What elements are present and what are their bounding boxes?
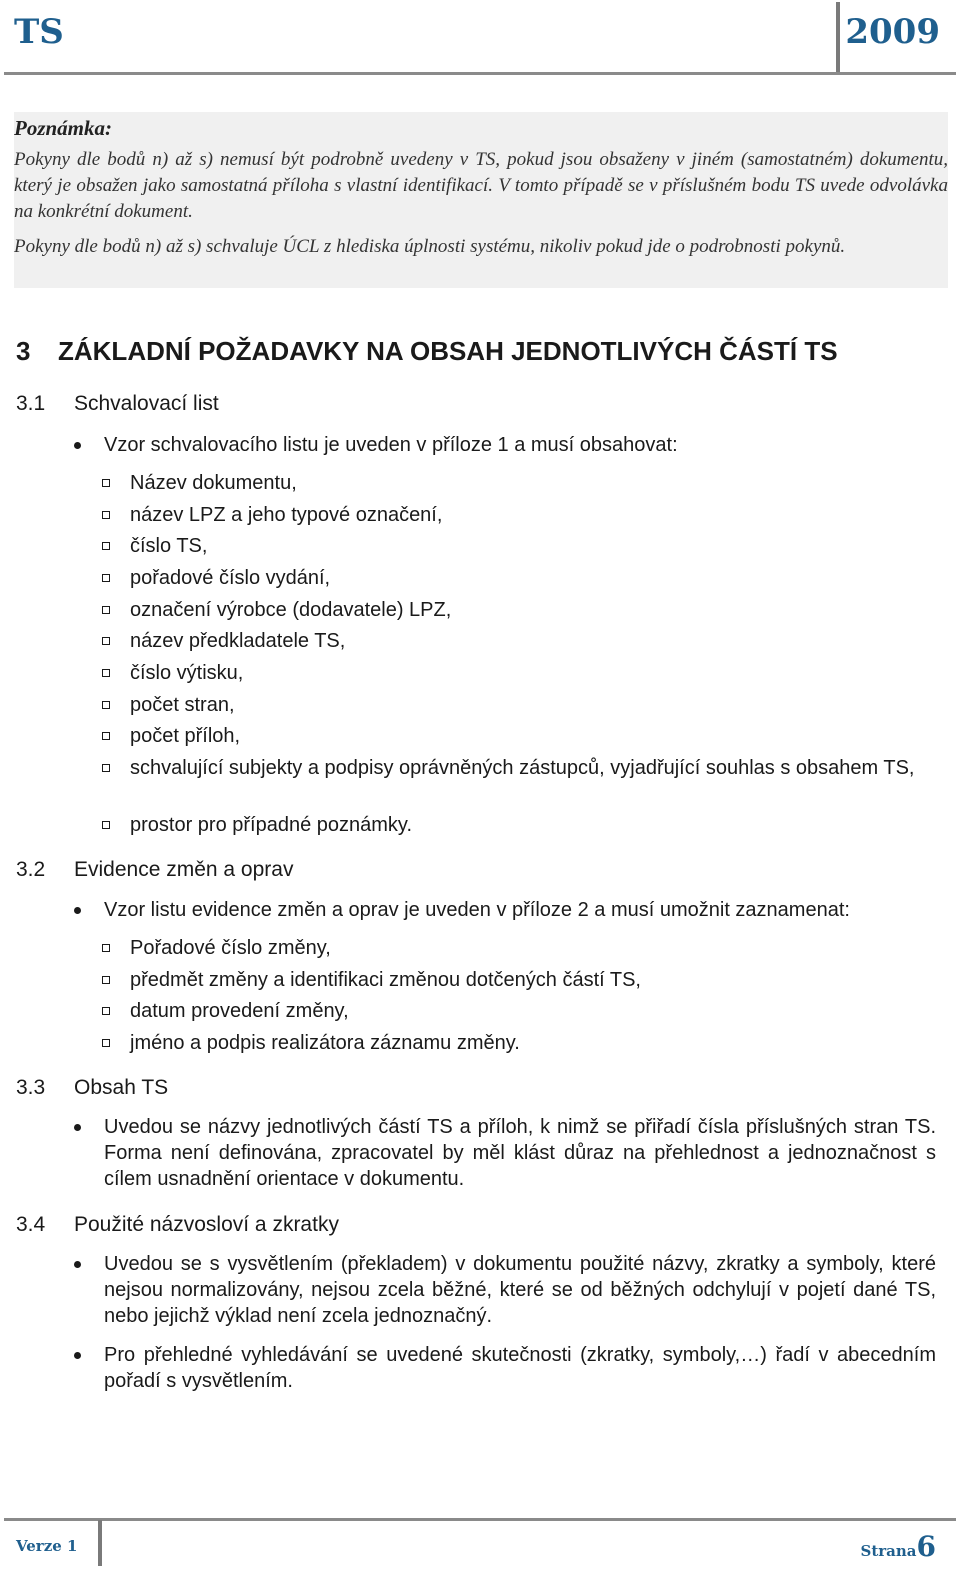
subsection-heading-3-3	[16, 1076, 168, 1100]
subsection-number: 3.2	[16, 858, 46, 881]
subsection-heading-3-4	[16, 1213, 339, 1237]
square-bullet-icon	[102, 511, 110, 519]
list-item-text: Název dokumentu,	[130, 472, 297, 494]
note-paragraph-2: Pokyny dle bodů n) až s) schvaluje ÚCL z hlediska úplnosti systému, nikoliv pokud jde o podrobnosti pokynů.	[14, 236, 846, 257]
footer-rule	[4, 1518, 956, 1521]
subsection-heading-3-2	[16, 858, 293, 882]
square-bullet-icon	[102, 637, 110, 645]
subsection-title: Evidence změn a oprav	[74, 858, 294, 881]
list-item-text: počet stran,	[130, 694, 235, 716]
section-title: ZÁKLADNÍ POŽADAVKY NA OBSAH JEDNOTLIVÝCH ČÁSTÍ TS	[58, 336, 838, 366]
bullet-dot-icon	[74, 1261, 81, 1268]
list-item-text: prostor pro případné poznámky.	[130, 814, 413, 836]
list-item-text: označení výrobce (dodavatele) LPZ,	[130, 599, 452, 621]
bullet-dot-icon	[74, 907, 81, 914]
subsection-number: 3.3	[16, 1076, 46, 1099]
footer-divider	[98, 1520, 102, 1566]
list-item-text: název LPZ a jeho typové označení,	[130, 504, 443, 526]
square-bullet-icon	[102, 574, 110, 582]
square-bullet-icon	[102, 764, 110, 772]
list-item-text: počet příloh,	[130, 725, 241, 747]
bullet-text: Uvedou se s vysvětlením (překladem) v dokumentu použité názvy, zkratky a symboly, které nejsou normalizovány, nejsou zcela běžné, které se od běžných odchylují v pojetí dané TS, nebo jejichž výklad není zcela jednoznačný.	[104, 1253, 936, 1327]
list-item-text: Pořadové číslo změny,	[130, 937, 331, 959]
subsection-heading-3-1	[16, 392, 219, 416]
note-title: Poznámka:	[14, 116, 113, 140]
subsection-title: Obsah TS	[74, 1076, 169, 1099]
bullet-text: Vzor listu evidence změn a oprav je uveden v příloze 2 a musí umožnit zaznamenat:	[104, 899, 850, 921]
subsection-title: Schvalovací list	[74, 392, 219, 415]
page-header	[0, 0, 960, 78]
list-item-text: číslo výtisku,	[130, 662, 244, 684]
square-bullet-icon	[102, 669, 110, 677]
note-box	[14, 112, 948, 288]
square-bullet-icon	[102, 1039, 110, 1047]
square-bullet-icon	[102, 821, 110, 829]
footer-page	[861, 1530, 937, 1563]
note-paragraph-1: Pokyny dle bodů n) až s) nemusí být podrobně uvedeny v TS, pokud jsou obsaženy v jiném (samostatném) dokumentu, který je obsažen jako samostatná příloha s vlastní identifikací. V tomto případě se v příslušném bodu TS uvede odvolávka na konkrétní dokument.	[14, 149, 948, 222]
header-divider	[836, 2, 840, 72]
header-doc-label: TS	[14, 12, 64, 52]
list-item-text: předmět změny a identifikaci změnou dotčených částí TS,	[130, 969, 641, 991]
list-item-text: datum provedení změny,	[130, 1000, 349, 1022]
square-bullet-icon	[102, 976, 110, 984]
square-bullet-icon	[102, 732, 110, 740]
footer-page-label: Strana	[860, 1542, 917, 1560]
square-bullet-icon	[102, 1007, 110, 1015]
subsection-number: 3.4	[16, 1213, 46, 1236]
subsection-title: Použité názvosloví a zkratky	[74, 1213, 339, 1236]
bullet-text: Vzor schvalovacího listu je uveden v příloze 1 a musí obsahovat:	[104, 434, 678, 456]
footer-version: Verze 1	[16, 1537, 78, 1555]
header-year: 2009	[845, 12, 940, 52]
subsection-number: 3.1	[16, 392, 46, 415]
bullet-dot-icon	[74, 1352, 81, 1359]
square-bullet-icon	[102, 542, 110, 550]
bullet-dot-icon	[74, 1124, 81, 1131]
bullet-text: Uvedou se názvy jednotlivých částí TS a příloh, k nimž se přiřadí čísla příslušných stran TS. Forma není definována, zpracovatel by měl klást důraz na přehlednost a jednoznačnost s cílem usnadnění orientace v dokumentu.	[104, 1116, 936, 1190]
list-item-text: schvalující subjekty a podpisy oprávněných zástupců, vyjadřující souhlas s obsahem TS,	[130, 757, 915, 779]
list-item-text: pořadové číslo vydání,	[130, 567, 331, 589]
footer-page-number: 6	[916, 1530, 936, 1563]
bullet-text: Pro přehledné vyhledávání se uvedené skutečnosti (zkratky, symboly,…) řadí v abecedním pořadí s vysvětlením.	[104, 1344, 936, 1392]
section-number: 3	[16, 336, 31, 366]
square-bullet-icon	[102, 479, 110, 487]
header-rule	[4, 72, 956, 75]
square-bullet-icon	[102, 944, 110, 952]
list-item-text: číslo TS,	[130, 535, 208, 557]
list-item-text: jméno a podpis realizátora záznamu změny.	[130, 1032, 520, 1054]
list-item-text: název předkladatele TS,	[130, 630, 346, 652]
square-bullet-icon	[102, 701, 110, 709]
square-bullet-icon	[102, 606, 110, 614]
section-heading	[16, 336, 838, 367]
bullet-dot-icon	[74, 442, 81, 449]
